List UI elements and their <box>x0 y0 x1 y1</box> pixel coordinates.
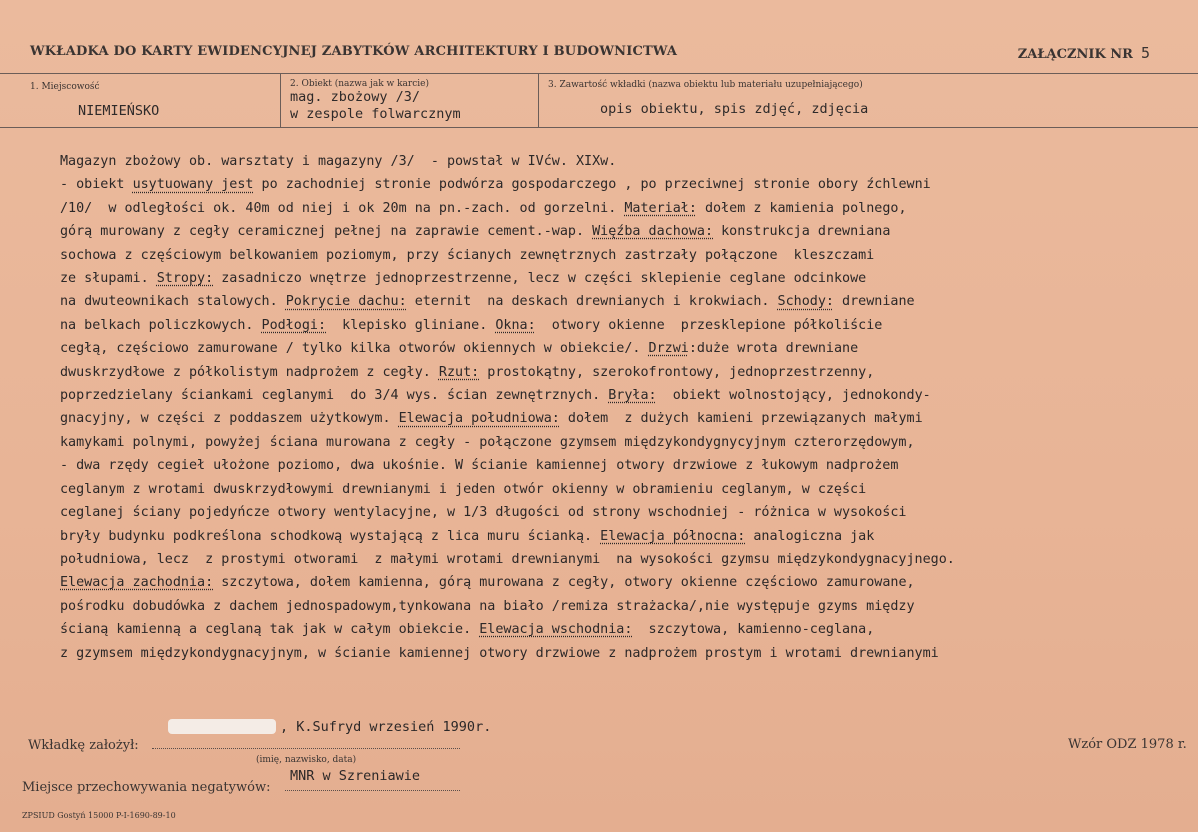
section-heading: Elewacja wschodnia: <box>479 622 633 638</box>
text-segment: gnacyjny, w części z poddaszem użytkowym. <box>60 411 399 427</box>
content-label: 3. Zawartość wkładki (nazwa obiektu lub materiału uzupełniającego) <box>548 80 863 90</box>
redacted-area <box>168 719 276 734</box>
form-code: Wzór ODZ 1978 r. <box>1068 737 1187 752</box>
text-segment: ceglanym z wrotami dwuskrzydłowymi drewnianymi i jeden otwór okienny w obramieniu ceglanym, w części <box>60 481 867 497</box>
text-segment: dwuskrzydłowe z półkolistym nadprożem z cegły. <box>60 364 439 380</box>
description-line <box>60 595 1185 618</box>
annex-label-text: ZAŁĄCZNIK NR <box>1017 47 1133 62</box>
made-by-label: Wkładkę założył: <box>28 738 139 753</box>
text-segment: prostokątny, szerokofrontowy, jednoprzestrzenny, <box>479 364 875 380</box>
description-text <box>60 150 1185 665</box>
text-segment: szczytowa, dołem kamienna, górą murowana z cegły, otwory okienne częściowo zamurowane, <box>213 575 915 591</box>
text-segment: poprzedzielany ściankami ceglanymi do 3/4 wys. ścian zewnętrznych. <box>60 388 609 404</box>
text-segment: z gzymsem międzykondygnacyjnym, w ścianie kamiennej otwory drzwiowe z nadprożem prostym i wrotami drewnianymi <box>60 645 939 661</box>
description-line <box>60 173 1185 196</box>
object-value-line-2: w zespole folwarcznym <box>290 106 461 122</box>
text-segment: na belkach policzkowych. <box>60 317 262 333</box>
section-heading: Więźba dachowa: <box>592 224 714 240</box>
section-heading: Bryła: <box>608 388 657 404</box>
description-line <box>60 220 1185 243</box>
description-line <box>60 337 1185 360</box>
annex-number: 5 <box>1140 44 1150 62</box>
text-segment: zasadniczo wnętrze jednoprzestrzenne, lecz w części sklepienie ceglane odcinkowe <box>213 271 867 287</box>
text-segment: górą murowany z cegły ceramicznej pełnej na zaprawie cement.-wap. <box>60 224 593 240</box>
description-line <box>60 525 1185 548</box>
text-segment: - dwa rzędy cegieł ułożone poziomo, dwa ukośnie. W ścianie kamiennej otwory drzwiowe z łukowym nadprożem <box>60 458 899 474</box>
description-line <box>60 290 1185 313</box>
content-value: opis obiektu, spis zdjęć, zdjęcia <box>600 101 869 117</box>
text-segment: drewniane <box>833 294 915 310</box>
object-label: 2. Obiekt (nazwa jak w karcie) <box>290 79 429 89</box>
field-divider-2 <box>538 73 539 127</box>
section-heading: Materiał: <box>624 200 697 216</box>
description-line <box>60 361 1185 384</box>
header-top-rule <box>0 73 1198 74</box>
section-heading: Elewacja północna: <box>600 528 746 544</box>
text-segment: ceglanej ściany pojedyńcze otwory wentylacyjne, w 1/3 długości od strony wschodniej - różnica w wysokości <box>60 505 907 521</box>
description-line <box>60 454 1185 477</box>
made-by-dotted-line <box>152 747 460 749</box>
field-divider-1 <box>280 73 281 127</box>
text-segment: cegłą, częściowo zamurowane / tylko kilka otworów okiennych w obiekcie/. <box>60 341 649 357</box>
storage-dotted-line <box>285 789 460 791</box>
description-line <box>60 571 1185 594</box>
text-segment: dołem z dużych kamieni przewiązanych małymi <box>559 411 923 427</box>
text-segment: obiekt wolnostojący, jednokondy- <box>656 388 931 404</box>
section-heading: Podłogi: <box>261 317 327 333</box>
description-line <box>60 197 1185 220</box>
text-segment: po zachodniej stronie podwórza gospodarczego , po przeciwnej stronie obory źchlewni <box>253 177 931 193</box>
description-line <box>60 618 1185 641</box>
description-line <box>60 267 1185 290</box>
storage-value: MNR w Szreniawie <box>290 768 421 784</box>
text-segment: Magazyn zbożowy ob. warsztaty i magazyny /3/ - powstał w IVćw. XIXw. <box>60 154 617 169</box>
text-segment: na dwuteownikach stalowych. <box>60 294 286 310</box>
text-segment: pośrodku dobudówka z dachem jednospadowym,tynkowana na biało /remiza strażacka/,nie występuje gzyms między <box>60 598 915 614</box>
text-segment: klepisko gliniane. <box>326 317 496 333</box>
printer-imprint: ZPSIUD Gostyń 15000 P-I-1690-89-10 <box>22 811 176 820</box>
text-segment: konstrukcja drewniana <box>713 224 891 240</box>
description-line <box>60 314 1185 337</box>
description-line <box>60 501 1185 524</box>
text-segment: otwory okienne przesklepione półkoliście <box>535 317 883 333</box>
section-heading: Drzwi <box>648 341 689 357</box>
text-segment: sochowa z częściowym belkowaniem poziomym, przy ścianych zewnętrznych zastrzały połączone kleszczami <box>60 247 875 263</box>
text-segment: :duże wrota drewniane <box>688 341 859 357</box>
section-heading: Stropy: <box>156 271 214 287</box>
card-title: WKŁADKA DO KARTY EWIDENCYJNEJ ZABYTKÓW ARCHITEKTURY I BUDOWNICTWA <box>30 44 678 59</box>
section-heading: Okna: <box>495 317 536 333</box>
text-segment: ścianą kamienną a ceglaną tak jak w całym obiekcie. <box>60 622 480 638</box>
section-heading: Rzut: <box>438 364 480 380</box>
description-line <box>60 150 1185 173</box>
text-segment: dołem z kamienia polnego, <box>696 200 907 216</box>
description-line <box>60 244 1185 267</box>
signature-line: , K.Sufryd wrzesień 1990r. <box>280 719 492 735</box>
locality-value: NIEMIEŃSKO <box>78 103 160 119</box>
storage-label: Miejsce przechowywania negatywów: <box>22 780 271 795</box>
section-heading: Elewacja zachodnia: <box>60 575 214 591</box>
text-segment: ze słupami. <box>60 271 157 287</box>
text-segment: kamykami polnymi, powyżej ściana murowana z cegły - połączone gzymsem międzykondygnycyjnym czterorzędowym, <box>60 434 915 450</box>
object-value-line-1: mag. zbożowy /3/ <box>290 89 421 105</box>
text-segment: /10/ w odległości ok. 40m od niej i ok 20m na pn.-zach. od gorzelni. <box>60 200 625 216</box>
description-line <box>60 478 1185 501</box>
section-heading: Schody: <box>777 294 834 310</box>
section-heading: Elewacja południowa: <box>398 411 560 427</box>
description-line <box>60 431 1185 454</box>
section-heading: usytuowany jest <box>132 177 254 193</box>
made-by-hint: (imię, nazwisko, data) <box>256 755 357 765</box>
text-segment: analogiczna jak <box>745 528 875 544</box>
text-segment: południowa, lecz z prostymi otworami z małymi wrotami drewnianymi na wysokości gzymsu międzykondygnacyjnego. <box>60 551 955 567</box>
locality-label: 1. Miejscowość <box>30 82 100 92</box>
description-line <box>60 407 1185 430</box>
section-heading: Pokrycie dachu: <box>285 294 407 310</box>
text-segment: eternit na deskach drewnianych i krokwiach. <box>406 294 778 310</box>
annex-label <box>1018 44 1150 62</box>
text-segment: bryły budynku podkreślona schodkową wystającą z lica muru ścianką. <box>60 528 601 544</box>
description-line <box>60 548 1185 571</box>
text-segment: - obiekt <box>60 177 133 193</box>
description-line <box>60 384 1185 407</box>
header-bottom-rule <box>0 127 1198 128</box>
description-line <box>60 642 1185 665</box>
text-segment: szczytowa, kamienno-ceglana, <box>632 622 875 638</box>
